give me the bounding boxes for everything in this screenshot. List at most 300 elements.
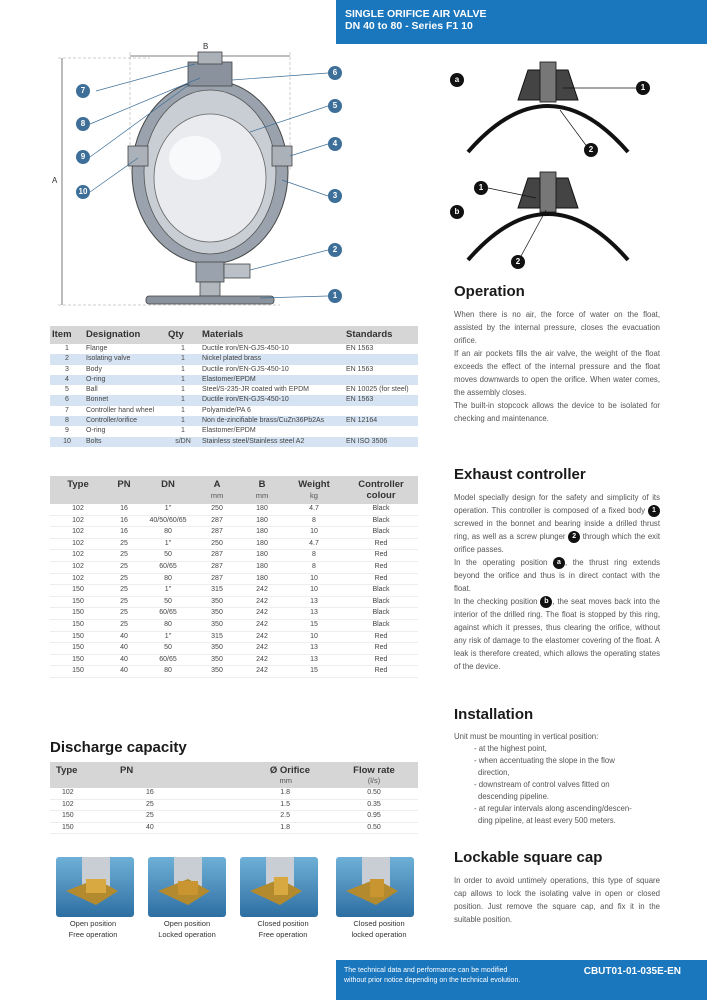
discharge-table <box>50 762 418 834</box>
cell-dn: 50 <box>142 643 194 655</box>
document-code: CBUT01-01-035E-EN <box>583 966 681 977</box>
cell-item: 2 <box>50 354 84 364</box>
cell-weight: 10 <box>284 527 344 539</box>
cell-a: 250 <box>194 504 240 515</box>
table-row <box>50 375 418 385</box>
caption-4-line1: Closed position <box>353 919 405 928</box>
col-a: A <box>194 476 240 490</box>
exhaust-t4: In the operating position <box>454 558 548 567</box>
col-weight: Weight <box>284 476 344 490</box>
cell-orifice: 1.8 <box>190 788 330 799</box>
callout-7: 7 <box>76 84 90 98</box>
cell-orifice: 1.8 <box>190 822 330 834</box>
cell-qty: 1 <box>166 354 200 364</box>
table-row <box>50 573 418 585</box>
unit-a: mm <box>194 490 240 504</box>
table-row <box>50 538 418 550</box>
caption-2-line2: Locked operation <box>158 930 216 939</box>
table-row <box>50 344 418 354</box>
cell-colour: Red <box>344 561 418 573</box>
caption-3-line2: Free operation <box>258 930 308 939</box>
cell-b: 180 <box>240 538 284 550</box>
components-header-row <box>50 326 418 344</box>
installation-item-2a: - when accentuating the slope in the flow <box>474 756 615 765</box>
caption-3-line1: Closed position <box>257 919 309 928</box>
installation-item-3b: descending pipeline. <box>478 792 550 801</box>
cell-b: 242 <box>240 631 284 643</box>
cell-weight: 15 <box>284 619 344 631</box>
cell-colour: Black <box>344 527 418 539</box>
cell-item: 8 <box>50 416 84 426</box>
cell-b: 180 <box>240 550 284 562</box>
unit-dn <box>142 490 194 504</box>
cell-colour: Red <box>344 643 418 655</box>
table-row <box>50 395 418 405</box>
cell-designation: O-ring <box>86 427 106 435</box>
valve-drawing <box>50 40 350 315</box>
cell-type: 150 <box>50 619 106 631</box>
operation-p2: If an air pockets fills the air valve, the weight of the float exceeds the effect of the internal pressure and the float moves downwards to open the orifice. When water comes, the assembly closes. <box>454 349 660 397</box>
header-band <box>336 0 707 44</box>
cell-item: 1 <box>65 345 69 352</box>
table-row <box>50 354 418 364</box>
cell-item: 5 <box>65 386 69 394</box>
cell-b: 242 <box>240 619 284 631</box>
cell-type: 150 <box>50 666 106 678</box>
callout-6: 6 <box>328 66 342 80</box>
unit-b: mm <box>240 490 284 504</box>
valve-drawing-svg <box>50 40 350 315</box>
cell-pn: 25 <box>106 561 142 573</box>
cell-dn: 50 <box>142 596 194 608</box>
dis-unit-flow: (l/s) <box>330 776 418 788</box>
marker-a-icon: a <box>553 557 565 569</box>
cell-b: 180 <box>240 527 284 539</box>
photo-open-free <box>56 857 134 917</box>
cell-qty: 1 <box>166 395 200 405</box>
cell-designation: Isolating valve <box>84 354 166 364</box>
cell-dn: 60/65 <box>142 654 194 666</box>
cell-colour: Black <box>344 608 418 620</box>
col-dn: DN <box>142 476 194 490</box>
cell-type: 102 <box>50 561 106 573</box>
callout-5: 5 <box>328 99 342 113</box>
exhaust-t2: screwed in the bonnet and bearing inside a drilled thrust ring, as well as a screw plunger <box>454 519 660 541</box>
table-row <box>50 811 418 823</box>
marker-2-icon: 2 <box>568 531 580 543</box>
exhaust-t6: In the checking position <box>454 597 538 606</box>
marker-1-icon: 1 <box>648 505 660 517</box>
cell-type: 150 <box>50 811 120 823</box>
dim-b-label: B <box>203 42 209 51</box>
cell-type: 150 <box>50 822 120 834</box>
cell-weight: 10 <box>284 631 344 643</box>
components-body <box>50 344 418 447</box>
photo-closed-locked <box>336 857 414 917</box>
callout-4: 4 <box>328 137 342 151</box>
cell-b: 242 <box>240 596 284 608</box>
table-row <box>50 426 418 436</box>
installation-item-4a: - at regular intervals along ascending/descen- <box>474 804 632 813</box>
cell-designation: O-ring <box>84 375 166 385</box>
cell-b: 242 <box>240 585 284 597</box>
cell-dn: 60/65 <box>142 608 194 620</box>
cell-pn: 25 <box>106 550 142 562</box>
discharge-units-row <box>50 776 418 788</box>
cell-standard: EN ISO 3506 <box>344 437 418 447</box>
table-row <box>50 608 418 620</box>
cell-standard <box>344 406 418 416</box>
cell-type: 102 <box>50 515 106 527</box>
installation-item-2b: direction, <box>478 768 510 777</box>
table-row <box>50 527 418 539</box>
cell-item: 7 <box>65 406 69 414</box>
cell-dn: 60/65 <box>142 561 194 573</box>
installation-intro: Unit must be mounting in vertical position: <box>454 732 599 741</box>
cell-weight: 4.7 <box>284 538 344 550</box>
col-designation: Designation <box>84 326 166 344</box>
cell-dn: 40/50/60/65 <box>142 515 194 527</box>
dis-col-type: Type <box>50 762 120 776</box>
installation-item-1: - at the highest point, <box>474 744 547 753</box>
discharge-header-row <box>50 762 418 776</box>
exhaust-text <box>454 491 660 673</box>
dis-unit-type <box>50 776 120 788</box>
footer-band <box>336 960 707 1000</box>
cell-a: 287 <box>194 561 240 573</box>
cell-weight: 10 <box>284 573 344 585</box>
cell-b: 180 <box>240 504 284 515</box>
cell-b: 180 <box>240 561 284 573</box>
types-body <box>50 504 418 677</box>
callout-2: 2 <box>328 243 342 257</box>
cell-dn: 1" <box>142 585 194 597</box>
cell-type: 150 <box>50 631 106 643</box>
installation-item-4b: ding pipeline, at least every 500 meters. <box>478 816 616 825</box>
dim-a-label: A <box>52 176 58 185</box>
photo-caption-1 <box>48 918 138 940</box>
callout-10: 10 <box>76 185 90 199</box>
cell-material: Non de-zincifiable brass/CuZn36Pb2As <box>200 416 344 426</box>
detail-a-callout-2: 2 <box>584 143 598 157</box>
cell-weight: 15 <box>284 666 344 678</box>
footer-note-2: without prior notice depending on the technical evolution. <box>344 977 521 984</box>
cell-weight: 8 <box>284 550 344 562</box>
cell-type: 150 <box>50 654 106 666</box>
detail-a-marker: a <box>450 73 464 87</box>
cell-weight: 13 <box>284 643 344 655</box>
exhaust-t5: , the thrust ring extends beyond the orifice and thus is in direct contact with the float. <box>454 558 661 593</box>
cell-material: Elastomer/EPDM <box>202 427 256 435</box>
cell-a: 350 <box>194 666 240 678</box>
cell-weight: 13 <box>284 608 344 620</box>
cell-pn: 40 <box>106 631 142 643</box>
cell-designation: Ball <box>86 386 98 394</box>
cell-pn: 25 <box>106 619 142 631</box>
caption-1-line1: Open position <box>69 919 117 928</box>
cell-colour: Red <box>344 654 418 666</box>
cell-qty: s/DN <box>166 437 200 447</box>
photo-caption-4 <box>334 918 424 940</box>
cell-b: 242 <box>240 654 284 666</box>
table-row <box>50 788 418 799</box>
cell-item: 4 <box>50 375 84 385</box>
cell-dn: 80 <box>142 527 194 539</box>
cell-pn: 40 <box>106 654 142 666</box>
cell-designation: Controller hand wheel <box>86 406 155 414</box>
cell-weight: 10 <box>284 585 344 597</box>
caption-1-line2: Free operation <box>68 930 118 939</box>
col-type: Type <box>50 476 106 490</box>
marker-b-icon: b <box>540 596 552 608</box>
cell-dn: 1" <box>142 631 194 643</box>
col-standards: Standards <box>344 326 418 344</box>
cell-type: 102 <box>50 504 106 515</box>
cell-type: 150 <box>50 643 106 655</box>
cell-a: 287 <box>194 573 240 585</box>
cell-orifice: 1.5 <box>190 799 330 811</box>
cell-flow: 0.95 <box>330 811 418 823</box>
cell-colour: Black <box>344 585 418 597</box>
cell-flow: 0.50 <box>330 822 418 834</box>
cell-pn: 16 <box>120 788 190 799</box>
table-row <box>50 585 418 597</box>
cell-qty: 1 <box>181 365 185 373</box>
cell-pn: 25 <box>106 585 142 597</box>
col-controller: Controller <box>344 476 418 490</box>
table-row <box>50 666 418 678</box>
cell-a: 250 <box>194 538 240 550</box>
cell-type: 102 <box>50 788 120 799</box>
exhaust-t7: , the seat moves back into the interior of the drilled ring. The float is stopped by this ring, against which it presses, thus clearing the orifice, without any risk of damage to the elastomer covering of the float. A leak is therefore created, which allows the operating states of the device. <box>454 597 660 671</box>
operation-text <box>454 308 660 425</box>
cell-designation: Bonnet <box>84 395 166 405</box>
cell-item: 10 <box>50 437 84 447</box>
cell-qty: 1 <box>181 386 185 394</box>
cell-weight: 13 <box>284 596 344 608</box>
cell-weight: 8 <box>284 561 344 573</box>
col-b: B <box>240 476 284 490</box>
cell-material: Elastomer/EPDM <box>200 375 344 385</box>
cell-colour: Black <box>344 515 418 527</box>
callout-9: 9 <box>76 150 90 164</box>
cell-standard <box>344 375 418 385</box>
discharge-body <box>50 788 418 834</box>
cell-qty: 1 <box>166 375 200 385</box>
cell-standard: EN 1563 <box>346 365 374 373</box>
dis-col-flow: Flow rate <box>330 762 418 776</box>
cell-qty: 1 <box>181 406 185 414</box>
lockable-title: Lockable square cap <box>454 849 603 866</box>
exhaust-title: Exhaust controller <box>454 466 586 483</box>
cell-standard: EN 1563 <box>344 395 418 405</box>
cell-b: 242 <box>240 643 284 655</box>
cell-pn: 16 <box>106 504 142 515</box>
table-row <box>50 619 418 631</box>
unit-pn <box>106 490 142 504</box>
cell-type: 102 <box>50 527 106 539</box>
cell-weight: 4.7 <box>284 504 344 515</box>
table-row <box>50 550 418 562</box>
unit-controller: colour <box>344 490 418 504</box>
exhaust-t3: through which the exit orifice passes. <box>454 532 660 554</box>
cell-item: 6 <box>50 395 84 405</box>
cell-colour: Black <box>344 619 418 631</box>
cell-colour: Red <box>344 666 418 678</box>
types-table <box>50 476 418 678</box>
cell-weight: 8 <box>284 515 344 527</box>
cell-designation: Body <box>86 365 102 373</box>
table-row <box>50 643 418 655</box>
cell-a: 350 <box>194 654 240 666</box>
table-row <box>50 416 418 426</box>
photo-open-locked <box>148 857 226 917</box>
cell-pn: 25 <box>120 811 190 823</box>
cell-material: Ductile iron/EN-GJS-450-10 <box>202 365 289 373</box>
table-row <box>50 799 418 811</box>
exhaust-t1: Model specially design for the safety and simplicity of its operation. This controller is composed of a fixed body <box>454 493 660 515</box>
table-row <box>50 596 418 608</box>
detail-b-marker: b <box>450 205 464 219</box>
cell-material: Ductile iron/EN-GJS-450-10 <box>200 395 344 405</box>
detail-drawings-svg <box>448 60 663 270</box>
cell-designation: Controller/orifice <box>84 416 166 426</box>
cell-weight: 13 <box>284 654 344 666</box>
cell-colour: Red <box>344 550 418 562</box>
cell-qty: 1 <box>166 416 200 426</box>
cell-designation: Flange <box>86 345 108 352</box>
detail-b-callout-1: 1 <box>474 181 488 195</box>
cell-colour: Red <box>344 631 418 643</box>
detail-drawings <box>448 60 663 270</box>
cell-a: 287 <box>194 515 240 527</box>
unit-weight: kg <box>284 490 344 504</box>
cell-colour: Black <box>344 596 418 608</box>
cell-pn: 25 <box>106 596 142 608</box>
cell-qty: 1 <box>181 345 185 352</box>
callout-1: 1 <box>328 289 342 303</box>
cell-type: 102 <box>50 573 106 585</box>
table-row <box>50 406 418 416</box>
col-item: Item <box>50 326 84 344</box>
table-row <box>50 631 418 643</box>
cell-pn: 25 <box>106 573 142 585</box>
cell-standard: EN 10025 (for steel) <box>346 386 409 394</box>
cell-dn: 80 <box>142 619 194 631</box>
detail-b-callout-2: 2 <box>511 255 525 269</box>
cell-colour: Black <box>344 504 418 515</box>
cell-flow: 0.50 <box>330 788 418 799</box>
cell-a: 350 <box>194 643 240 655</box>
cell-type: 150 <box>50 596 106 608</box>
cell-type: 102 <box>50 799 120 811</box>
table-row <box>50 504 418 515</box>
unit-type <box>50 490 106 504</box>
table-row <box>50 365 418 375</box>
cell-type: 150 <box>50 585 106 597</box>
cell-b: 242 <box>240 608 284 620</box>
cell-standard: EN 12164 <box>344 416 418 426</box>
table-row <box>50 437 418 447</box>
table-row <box>50 654 418 666</box>
cell-colour: Red <box>344 538 418 550</box>
operation-title: Operation <box>454 283 525 300</box>
installation-title: Installation <box>454 706 534 723</box>
header-title: SINGLE ORIFICE AIR VALVE <box>345 8 487 20</box>
components-table <box>50 326 418 447</box>
col-qty: Qty <box>166 326 200 344</box>
header-subtitle: DN 40 to 80 - Series F1 10 <box>345 20 473 32</box>
footer-note <box>344 966 574 986</box>
cell-a: 315 <box>194 631 240 643</box>
caption-2-line1: Open position <box>163 919 211 928</box>
cell-item: 3 <box>65 365 69 373</box>
cell-a: 287 <box>194 527 240 539</box>
cell-qty: 1 <box>181 427 185 435</box>
cell-material: Polyamide/PA 6 <box>202 406 251 414</box>
cell-type: 102 <box>50 550 106 562</box>
table-row <box>50 385 418 395</box>
cell-designation: Bolts <box>84 437 166 447</box>
cell-orifice: 2.5 <box>190 811 330 823</box>
callout-8: 8 <box>76 117 90 131</box>
callout-3: 3 <box>328 189 342 203</box>
photo-closed-free <box>240 857 318 917</box>
lockable-text: In order to avoid untimely operations, this type of square cap allows to lock the isolating valve in open or closed position. Just remove the square cap, and fix it in the suitable position. <box>454 876 660 924</box>
installation-item-3a: - downstream of control valves fitted on <box>474 780 610 789</box>
cell-item: 9 <box>65 427 69 435</box>
operation-p3: The built-in stopcock allows the device to be isolated for checking and maintenance. <box>454 401 660 423</box>
cell-type: 102 <box>50 538 106 550</box>
cell-pn: 25 <box>106 608 142 620</box>
detail-a-callout-1: 1 <box>636 81 650 95</box>
cell-b: 180 <box>240 573 284 585</box>
types-units-row <box>50 490 418 504</box>
dis-unit-pn <box>120 776 190 788</box>
cell-a: 287 <box>194 550 240 562</box>
cell-standard: EN 1563 <box>346 345 374 352</box>
cell-material: Nickel plated brass <box>200 354 344 364</box>
cell-pn: 25 <box>120 799 190 811</box>
cell-material: Stainless steel/Stainless steel A2 <box>200 437 344 447</box>
cell-type: 150 <box>50 608 106 620</box>
cell-flow: 0.35 <box>330 799 418 811</box>
cell-pn: 25 <box>106 538 142 550</box>
cell-pn: 40 <box>106 666 142 678</box>
discharge-title: Discharge capacity <box>50 739 187 756</box>
dis-unit-orifice: mm <box>190 776 330 788</box>
table-row <box>50 515 418 527</box>
cell-b: 242 <box>240 666 284 678</box>
cell-dn: 50 <box>142 550 194 562</box>
cell-pn: 16 <box>106 515 142 527</box>
cell-a: 350 <box>194 608 240 620</box>
table-row <box>50 561 418 573</box>
cell-pn: 16 <box>106 527 142 539</box>
photo-caption-2 <box>142 918 232 940</box>
photo-caption-3 <box>238 918 328 940</box>
cell-material: Ductile iron/EN-GJS-450-10 <box>202 345 289 352</box>
cell-dn: 80 <box>142 666 194 678</box>
cell-colour: Red <box>344 573 418 585</box>
col-materials: Materials <box>200 326 344 344</box>
cell-pn: 40 <box>120 822 190 834</box>
footer-note-1: The technical data and performance can be modified <box>344 967 508 974</box>
cell-material: Steel/S-235-JR coated with EPDM <box>202 386 309 394</box>
types-header-row <box>50 476 418 490</box>
caption-4-line2: locked operation <box>351 930 407 939</box>
col-pn: PN <box>106 476 142 490</box>
